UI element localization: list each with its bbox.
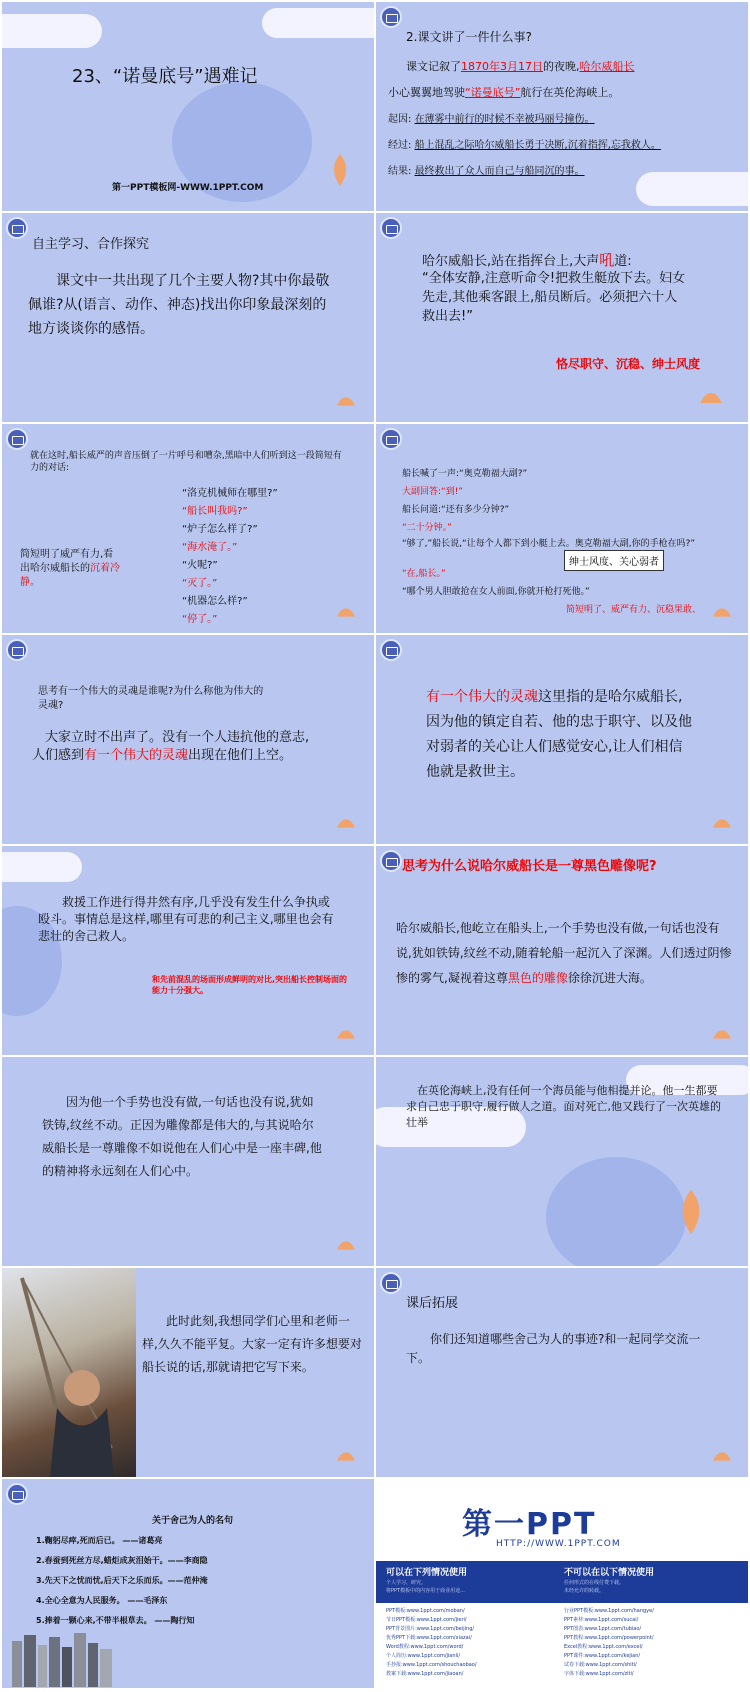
quote-item: 4.全心全意为人民服务。 ——毛泽东 — [36, 1596, 168, 1605]
dialogue-line: “灭了。” — [182, 578, 218, 589]
slide-title: 23、“诺曼底号”遇难记 — [72, 66, 258, 87]
leaf-decoration-icon — [322, 152, 358, 188]
slide-11[interactable] — [2, 1057, 374, 1266]
brand-logo: 第一PPT — [462, 1507, 597, 1542]
resource-link[interactable]: 节日PPT模板:www.1ppt.com/jieri/ — [386, 1617, 467, 1623]
resource-link[interactable]: 个人简历:www.1ppt.com/jianli/ — [386, 1653, 460, 1659]
dialogue-line: “在,船长。” — [402, 569, 446, 579]
dialogue-line: 船长喊了一声:“奥克勒福大副?” — [402, 469, 528, 479]
leaf-decoration-icon — [708, 600, 736, 620]
dialogue-line: 大副回答:“到!” — [402, 487, 463, 497]
slide-7[interactable] — [2, 635, 374, 844]
slide-tab-icon — [380, 428, 402, 450]
process-row: 经过: 船上混乱之际哈尔威船长勇于决断,沉着指挥,忘我救人。 — [388, 140, 661, 151]
annotation-box: 绅士风度、关心弱者 — [564, 550, 664, 571]
quote-item: 3.先天下之忧而忧,后天下之乐而乐。——范仲淹 — [36, 1576, 208, 1585]
slide-15[interactable] — [2, 1479, 374, 1688]
slide-tab-icon — [6, 428, 28, 450]
annotation-note: 简短明了、威严有力、沉稳果敢、 — [566, 605, 702, 615]
resource-link[interactable]: PPT背景图片:www.1ppt.com/beijing/ — [386, 1626, 475, 1632]
leaf-decoration-icon — [332, 389, 360, 409]
slide-tab-icon — [380, 217, 402, 239]
slide-tab-icon — [6, 217, 28, 239]
leaf-decoration-icon — [332, 1233, 360, 1253]
leaf-decoration-icon — [332, 1022, 360, 1042]
slide-12[interactable] — [376, 1057, 748, 1266]
slide-body: 课文中一共出现了几个主要人物?其中你最敬佩谁?从(语言、动作、神态)找出你印象最深刻的地方谈谈你的感悟。 — [28, 273, 330, 337]
links-area — [376, 1603, 748, 1688]
quote-item: 1.鞠躬尽瘁,死而后已。 ——诸葛亮 — [36, 1536, 163, 1545]
dialogue-line: “机器怎么样?” — [182, 596, 248, 607]
quotes-title: 关于舍己为人的名句 — [152, 1516, 234, 1526]
slide-tab-icon — [6, 639, 28, 661]
dialogue-line: “船长叫我吗?” — [182, 506, 248, 517]
allowed-title: 可以在下列情况使用 — [386, 1568, 468, 1578]
slide-tab-icon — [380, 639, 402, 661]
dialogue-line: “火呢?” — [182, 560, 218, 571]
leaf-decoration-icon — [708, 1022, 736, 1042]
forbidden-sub: 任何形式的在线付费下载。 — [564, 1580, 625, 1586]
resource-link[interactable]: PPT图表:www.1ppt.com/tubiao/ — [564, 1626, 642, 1632]
dialogue-line: “海水淹了。” — [182, 542, 238, 553]
resource-link[interactable]: PPT课件:www.1ppt.com/kejian/ — [564, 1653, 641, 1659]
resource-link[interactable]: PPT教程:www.1ppt.com/powerpoint/ — [564, 1635, 654, 1641]
resource-link[interactable]: 行业PPT模板:www.1ppt.com/hangye/ — [564, 1608, 654, 1614]
links-right — [564, 1607, 654, 1679]
resource-link[interactable]: 字体下载:www.1ppt.com/ziti/ — [564, 1671, 634, 1677]
quote-line-2: “全体安静,注意听命令!把救生艇放下去。妇女先走,其他乘客跟上,船员断后。必须把六十人救出去!” — [422, 271, 686, 324]
slide-9[interactable] — [2, 846, 374, 1055]
books-illustration — [10, 1627, 120, 1687]
brand-url: HTTP://WWW.1PPT.COM — [496, 1539, 621, 1549]
slide-body: 哈尔威船长,他屹立在船头上,一个手势也没有做,一句话也没有说,犹如铁铸,纹丝不动,随着轮船一起沉入了深渊。人们透过阴惨惨的雾气,凝视着这尊黑色的雕像徐徐沉进大海。 — [396, 921, 732, 985]
leaf-decoration-icon — [332, 600, 360, 620]
leaf-decoration-icon — [332, 811, 360, 831]
question-label: 2.课文讲了一件什么事? — [406, 30, 532, 44]
slide-1[interactable] — [2, 2, 374, 211]
resource-link[interactable]: Word教程:www.1ppt.com/word/ — [386, 1644, 464, 1650]
leaf-decoration-icon — [332, 1444, 360, 1464]
allowed-sub: 个人学习、研究。 — [386, 1580, 427, 1586]
resource-link[interactable]: PPT模板:www.1ppt.com/moban/ — [386, 1608, 465, 1614]
intro-text: 就在这时,船长威严的声音压倒了一片呼号和嘈杂,黑暗中人们听到这一段简短有力的对话: — [30, 451, 342, 473]
annotation-text: 和先前混乱的场面形成鲜明的对比,突出船长控制场面的能力十分强大。 — [152, 975, 348, 995]
dialogue-line: 船长问道:“还有多少分钟?” — [402, 505, 510, 515]
leaf-decoration-icon — [708, 1444, 736, 1464]
section-heading: 课后拓展 — [406, 1296, 459, 1311]
leaf-decoration-icon — [696, 383, 726, 407]
dialogue-line: “二十分钟。” — [402, 523, 452, 533]
slide-16[interactable] — [376, 1479, 748, 1688]
annotation-text: 恪尽职守、沉稳、绅士风度 — [556, 357, 701, 371]
slide-13[interactable] — [2, 1268, 374, 1477]
slide-5[interactable] — [2, 424, 374, 633]
dialogue-line: “哪个男人胆敢抢在女人前面,你就开枪打死他。” — [402, 587, 590, 597]
dialogue-line: “够了,”船长说,“让每个人都下到小艇上去。奥克勒福大副,你的手枪在吗?” — [402, 539, 696, 549]
slide-3[interactable] — [2, 213, 374, 422]
quote-item: 5.捧着一颗心来,不带半根草去。 ——陶行知 — [36, 1616, 195, 1625]
slide-tab-icon — [6, 1483, 28, 1505]
allowed-sub: 将PPT模板中的内容用于商业用途... — [386, 1588, 465, 1594]
section-heading: 自主学习、合作探究 — [32, 237, 150, 252]
slide-8[interactable] — [376, 635, 748, 844]
slide-2[interactable] — [376, 2, 748, 211]
question-text: 思考为什么说哈尔威船长是一尊黑色雕像呢? — [402, 859, 657, 874]
slide-4[interactable] — [376, 213, 748, 422]
dialogue-line: “停了。” — [182, 614, 218, 625]
slide-body: 救援工作进行得井然有序,几乎没有发生什么争执或殴斗。事情总是这样,哪里有可悲的利己主义,哪里也会有悲壮的舍己救人。 — [38, 895, 334, 943]
slide-body: 因为他一个手势也没有做,一句话也没有说,犹如铁铸,纹丝不动。正因为雕像都是伟大的,与其说哈尔威船长是一尊雕像不如说他在人们心中是一座丰碑,他的精神将永远刻在人们心中。 — [42, 1095, 322, 1178]
question-text: 思考有一个伟大的灵魂是谁呢?为什么称他为伟大的灵魂? — [38, 686, 264, 711]
leaf-decoration-icon — [666, 1177, 716, 1247]
slide-body: 你们还知道哪些舍己为人的事迹?和一起同学交流一下。 — [406, 1332, 701, 1365]
slide-tab-icon — [380, 6, 402, 28]
forbidden-title: 不可以在以下情况使用 — [564, 1568, 655, 1578]
cause-row: 起因: 在薄雾中前行的时候不幸被玛丽号撞伤。 — [388, 114, 595, 125]
slide-body: 大家立时不出声了。没有一个人违抗他的意志,人们感到有一个伟大的灵魂出现在他们上空。 — [32, 730, 310, 763]
captain-illustration — [2, 1268, 136, 1477]
resource-link[interactable]: Excel教程:www.1ppt.com/excel/ — [564, 1644, 643, 1650]
quote-line-1: 哈尔威船长,站在指挥台上,大声吼道: — [422, 251, 632, 269]
dialogue-line: “炉子怎么样了?” — [182, 524, 258, 535]
dialogue-line: “洛克机械师在哪里?” — [182, 488, 278, 499]
resource-link[interactable]: 试卷下载:www.1ppt.com/shiti/ — [564, 1662, 637, 1668]
slide-tab-icon — [380, 850, 402, 872]
resource-link[interactable]: PPT素材:www.1ppt.com/sucai/ — [564, 1617, 639, 1623]
result-row: 结果: 最终救出了众人而自己与船同沉的事。 — [388, 166, 585, 177]
slide-body: 有一个伟大的灵魂这里指的是哈尔威船长,因为他的镇定自若、他的忠于职守、以及他对弱者的关心让人们感觉安心,让人们相信他就是救世主。 — [426, 689, 692, 780]
summary-line-2: 小心翼翼地驾驶“诺曼底号”航行在英伦海峡上。 — [388, 86, 620, 99]
leaf-decoration-icon — [708, 811, 736, 831]
website-text: 第一PPT模板网-WWW.1PPT.COM — [112, 183, 264, 193]
summary-line-1: 课文记叙了1870年3月17日的夜晚,哈尔威船长 — [406, 60, 635, 73]
quote-item: 2.春蚕到死丝方尽,蜡炬成灰泪始干。——李商隐 — [36, 1556, 208, 1565]
slide-10[interactable] — [376, 846, 748, 1055]
resource-link[interactable]: 教案下载:www.1ppt.com/jiaoan/ — [386, 1671, 464, 1677]
slide-body: 此时此刻,我想同学们心里和老师一样,久久不能平复。大家一定有许多想要对船长说的话,那就请把它写下来。 — [142, 1314, 362, 1374]
forbidden-sub: 未经允许的转载。 — [564, 1588, 605, 1594]
resource-link[interactable]: 手抄报:www.1ppt.com/shouchaobao/ — [386, 1662, 477, 1668]
slide-tab-icon — [380, 1272, 402, 1294]
side-annotation: 简短明了威严有力,看出哈尔威船长的沉着冷静。 — [20, 549, 120, 588]
slide-body: 在英伦海峡上,没有任何一个海员能与他相提并论。他一生都要求自己忠于职守,履行做人之道。面对死亡,他又践行了一次英雄的壮举 — [406, 1084, 721, 1129]
resource-link[interactable]: 优秀PPT下载:www.1ppt.com/xiazai/ — [386, 1635, 472, 1641]
slide-6[interactable] — [376, 424, 748, 633]
links-left — [386, 1607, 477, 1679]
slide-14[interactable] — [376, 1268, 748, 1477]
